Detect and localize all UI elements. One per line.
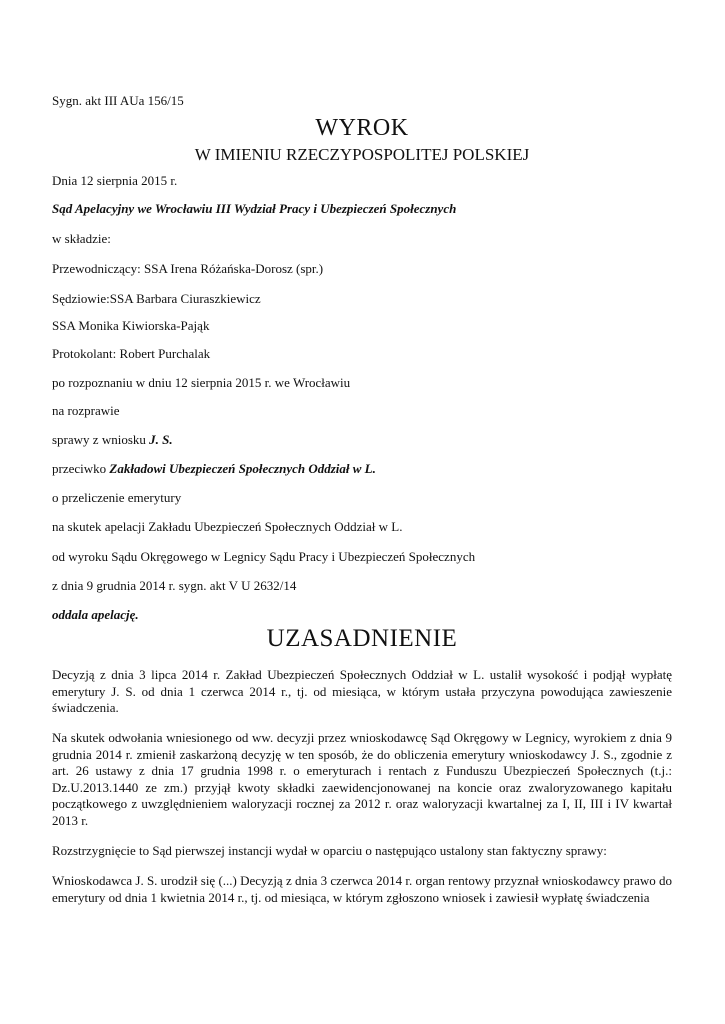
judges-line-2: SSA Monika Kiwiorska-Pająk	[52, 318, 210, 333]
judges-line-1: Sędziowie:SSA Barbara Ciuraszkiewicz	[52, 291, 261, 306]
judgment-date: z dnia 9 grudnia 2014 r. sygn. akt V U 2632/14	[52, 578, 297, 593]
court-clerk: Protokolant: Robert Purchalak	[52, 346, 211, 361]
ruling: oddala apelację.	[52, 607, 139, 622]
justification-paragraph: Decyzją z dnia 3 lipca 2014 r. Zakład Ubezpieczeń Społecznych Oddział w L. ustalił wysokość i podjął wypłatę emerytury J. S. od dnia 1 czerwca 2014 r., tj. od miesiąca, w którym ustała przyczyna powodująca zawieszenie świadczenia.	[52, 667, 672, 715]
session-type: na rozprawie	[52, 403, 120, 418]
justification-paragraph: Wnioskodawca J. S. urodził się (...) Decyzją z dnia 3 czerwca 2014 r. organ rentowy przyznał wnioskodawcy prawo do emerytury od dnia 1 kwietnia 2014 r., tj. od miesiąca, w którym zgłoszono wniosek i zawiesił wypłatę świadczenia	[52, 873, 672, 905]
applicant-name: J. S.	[149, 432, 173, 447]
verdict-date: Dnia 12 sierpnia 2015 r.	[52, 173, 178, 188]
court-name: Sąd Apelacyjny we Wrocławiu III Wydział Pracy i Ubezpieczeń Społecznych	[52, 201, 457, 216]
composition-label: w składzie:	[52, 231, 111, 246]
appealed-judgment: od wyroku Sądu Okręgowego w Legnicy Sądu Pracy i Ubezpieczeń Społecznych	[52, 549, 476, 564]
case-applicant	[52, 432, 173, 448]
case-prefix: sprawy z wniosku	[52, 432, 150, 447]
case-defendant	[52, 461, 376, 477]
document-title: WYROK	[315, 115, 409, 141]
document-subtitle: W IMIENIU RZECZYPOSPOLITEJ POLSKIEJ	[194, 145, 530, 164]
appeal-info: na skutek apelacji Zakładu Ubezpieczeń Społecznych Oddział w L.	[52, 519, 403, 534]
hearing-info: po rozpoznaniu w dniu 12 sierpnia 2015 r. we Wrocławiu	[52, 375, 351, 390]
defendant-name: Zakładowi Ubezpieczeń Społecznych Oddział w L.	[109, 461, 376, 476]
against-prefix: przeciwko	[52, 461, 110, 476]
justification-paragraph: Rozstrzygnięcie to Sąd pierwszej instancji wydał w oparciu o następująco ustalony stan faktyczny sprawy:	[52, 843, 607, 858]
presiding-judge: Przewodniczący: SSA Irena Różańska-Dorosz (spr.)	[52, 261, 324, 276]
case-number: Sygn. akt III AUa 156/15	[52, 93, 184, 108]
justification-title: UZASADNIENIE	[266, 625, 458, 652]
justification-paragraph: Na skutek odwołania wniesionego od ww. decyzji przez wnioskodawcę Sąd Okręgowy w Legnicy, wyrokiem z dnia 9 grudnia 2014 r. zmienił zaskarżoną decyzję w ten sposób, że do obliczenia emerytury wnioskodawcy J. S., zgodnie z art. 26 ustawy z dnia 17 grudnia 1998 r. o emeryturach i rentach z Funduszu Ubezpieczeń Społecznych (t.j.: Dz.U.2013.1440 ze zm.) przyjął kwoty składki zaewidencjonowanej na koncie oraz zwaloryzowanego kapitału początkowego z uwzględnieniem waloryzacji rocznej za 2012 r. oraz waloryzacji kwartalnej za I, II, III i IV kwartał 2013 r.	[52, 730, 672, 828]
case-subject: o przeliczenie emerytury	[52, 490, 182, 505]
